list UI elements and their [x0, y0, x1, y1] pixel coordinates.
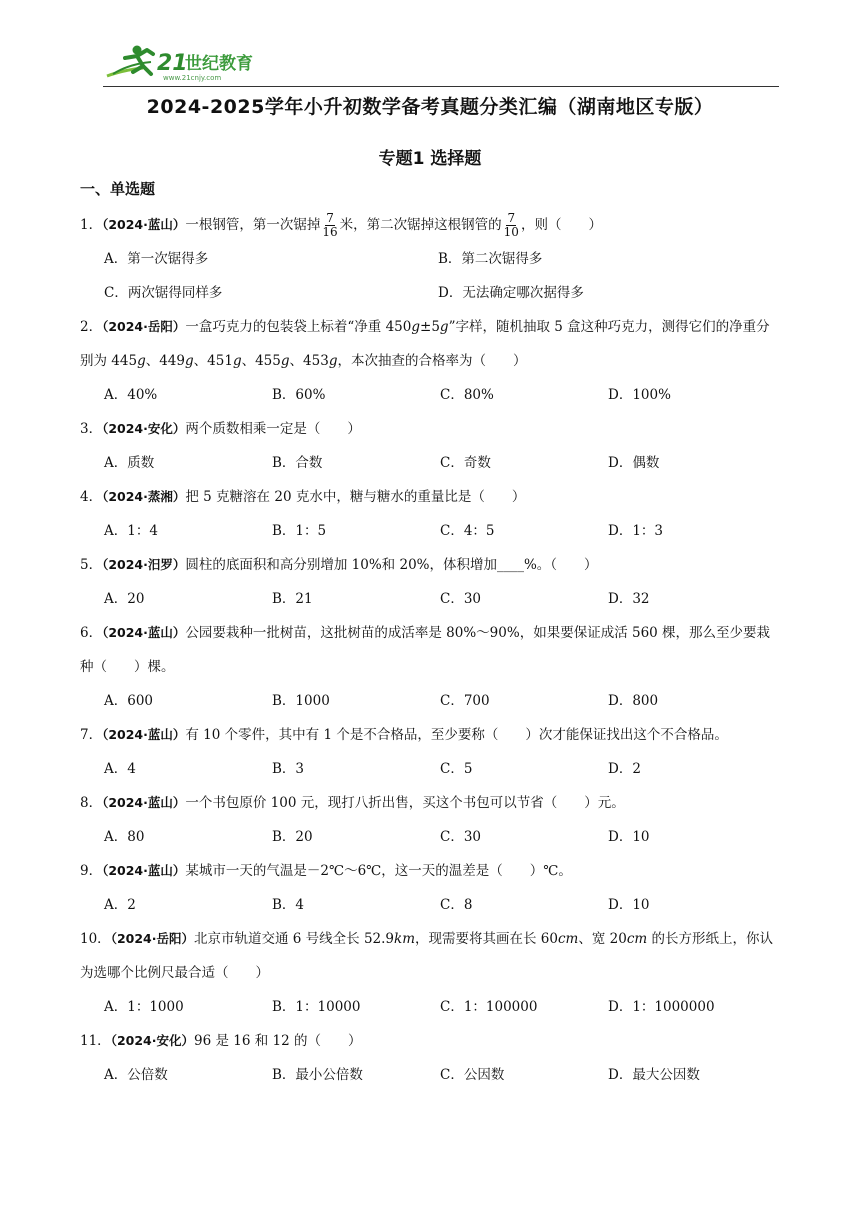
- option-d: D．100%: [608, 387, 671, 403]
- question-11: 11．（2024·安化）96 是 16 和 12 的（ ） A．公倍数 B．最小公倍数 C．公因数 D．最大公因数: [80, 1024, 780, 1092]
- option-d: D．10: [608, 897, 650, 913]
- option-a: A．600: [104, 693, 154, 709]
- option-d: D．1：3: [608, 523, 664, 539]
- option-a: A．80: [104, 829, 145, 845]
- page-subtitle: 专题1 选择题: [378, 149, 482, 169]
- option-c: C．4：5: [440, 523, 495, 539]
- question-9: 9．（2024·蓝山）某城市一天的气温是－2℃～6℃，这一天的温差是（ ）℃。 A．2 B．4 C．8 D．10: [80, 854, 780, 922]
- question-3: 3．（2024·安化）两个质数相乘一定是（ ） A．质数 B．合数 C．奇数 D．偶数: [80, 412, 780, 480]
- svg-text:21: 21: [157, 51, 188, 76]
- question-6: 6．（2024·蓝山）公园要栽种一批树苗，这批树苗的成活率是 80%～90%，如果要保证成活 560 棵，那么至少要栽种（ ）棵。 A．600 B．1000 C．700 D．800: [80, 616, 780, 718]
- option-c: C．30: [440, 591, 482, 607]
- question-5: 5．（2024·汨罗）圆柱的底面积和高分别增加 10%和 20%，体积增加____%。（ ） A．20 B．21 C．30 D．32: [80, 548, 780, 616]
- option-c: C．1：100000: [440, 999, 538, 1015]
- option-b: B．60%: [272, 387, 326, 403]
- fraction: $\frac{7}{16}$: [322, 211, 338, 239]
- question-7: 7．（2024·蓝山）有 10 个零件，其中有 1 个是不合格品，至少要称（ ）次才能保证找出这个不合格品。 A．4 B．3 C．5 D．2: [80, 718, 780, 786]
- option-b: B．1：5: [272, 523, 327, 539]
- option-d: D．800: [608, 693, 659, 709]
- option-b: B．最小公倍数: [272, 1067, 363, 1083]
- option-b: B．1：10000: [272, 999, 361, 1015]
- question-1: 1．（2024·蓝山）一根钢管，第一次锯掉 $\frac{7}{16}$ 米，第二次锯掉这根钢管的 $\frac{7}{10}$ ，则（ ） A．第一次锯得多 B．第二次锯得多 C．两次锯得同样多 D．无法确定哪次据得多: [80, 208, 780, 310]
- option-d: D．偶数: [608, 455, 660, 471]
- fraction: $\frac{7}{10}$: [503, 211, 519, 239]
- option-b: B．第二次锯得多: [438, 251, 543, 267]
- page-header: [103, 40, 779, 87]
- option-b: B．20: [272, 829, 313, 845]
- option-b: B．合数: [272, 455, 323, 471]
- option-a: A．20: [104, 591, 145, 607]
- option-a: A．公倍数: [104, 1067, 168, 1083]
- option-c: C．8: [440, 897, 473, 913]
- question-8: 8．（2024·蓝山）一个书包原价 100 元，现打八折出售，买这个书包可以节省（ ）元。 A．80 B．20 C．30 D．10: [80, 786, 780, 854]
- svg-text:世纪教育: 世纪教育: [185, 54, 253, 74]
- option-a: A．4: [104, 761, 136, 777]
- option-c: C．奇数: [440, 455, 491, 471]
- option-d: D．32: [608, 591, 650, 607]
- question-4: 4．（2024·蒸湘）把 5 克糖溶在 20 克水中，糖与糖水的重量比是（ ） A．1：4 B．1：5 C．4：5 D．1：3: [80, 480, 780, 548]
- option-a: A．40%: [104, 387, 158, 403]
- option-d: D．1：1000000: [608, 999, 715, 1015]
- question-list: [80, 208, 780, 1092]
- option-c: C．80%: [440, 387, 494, 403]
- question-2: 2．（2024·岳阳）一盒巧克力的包装袋上标着“净重 450g±5g”字样，随机抽取 5 盒这种巧克力，测得它们的净重分别为 445g、449g、451g、455g、453g，本次抽查的合格率为（ ） A．40% B．60% C．80% D．100%: [80, 310, 780, 412]
- section-heading: 一、单选题: [80, 180, 156, 198]
- option-d: D．最大公因数: [608, 1067, 700, 1083]
- option-c: C．700: [440, 693, 490, 709]
- option-c: C．5: [440, 761, 473, 777]
- option-b: B．21: [272, 591, 313, 607]
- option-a: A．1：1000: [104, 999, 184, 1015]
- option-b: B．3: [272, 761, 305, 777]
- option-b: B．1000: [272, 693, 330, 709]
- option-a: A．2: [104, 897, 136, 913]
- logo-21cnjy: [103, 40, 273, 84]
- option-c: C．两次锯得同样多: [104, 285, 223, 301]
- option-d: D．无法确定哪次据得多: [438, 285, 584, 301]
- option-c: C．30: [440, 829, 482, 845]
- option-b: B．4: [272, 897, 305, 913]
- question-10: 10．（2024·岳阳）北京市轨道交通 6 号线全长 52.9km，现需要将其画在长 60cm、宽 20cm 的长方形纸上，你认为选哪个比例尺最合适（ ） A．1：1000 B．1：10000 C．1：100000 D．1：1000000: [80, 922, 780, 1024]
- option-d: D．10: [608, 829, 650, 845]
- svg-text:www.21cnjy.com: www.21cnjy.com: [163, 74, 222, 82]
- option-a: A．质数: [104, 455, 155, 471]
- option-c: C．公因数: [440, 1067, 505, 1083]
- option-a: A．1：4: [104, 523, 158, 539]
- option-a: A．第一次锯得多: [104, 251, 209, 267]
- page-title: 2024-2025学年小升初数学备考真题分类汇编（湖南地区专版）: [146, 96, 714, 118]
- option-d: D．2: [608, 761, 641, 777]
